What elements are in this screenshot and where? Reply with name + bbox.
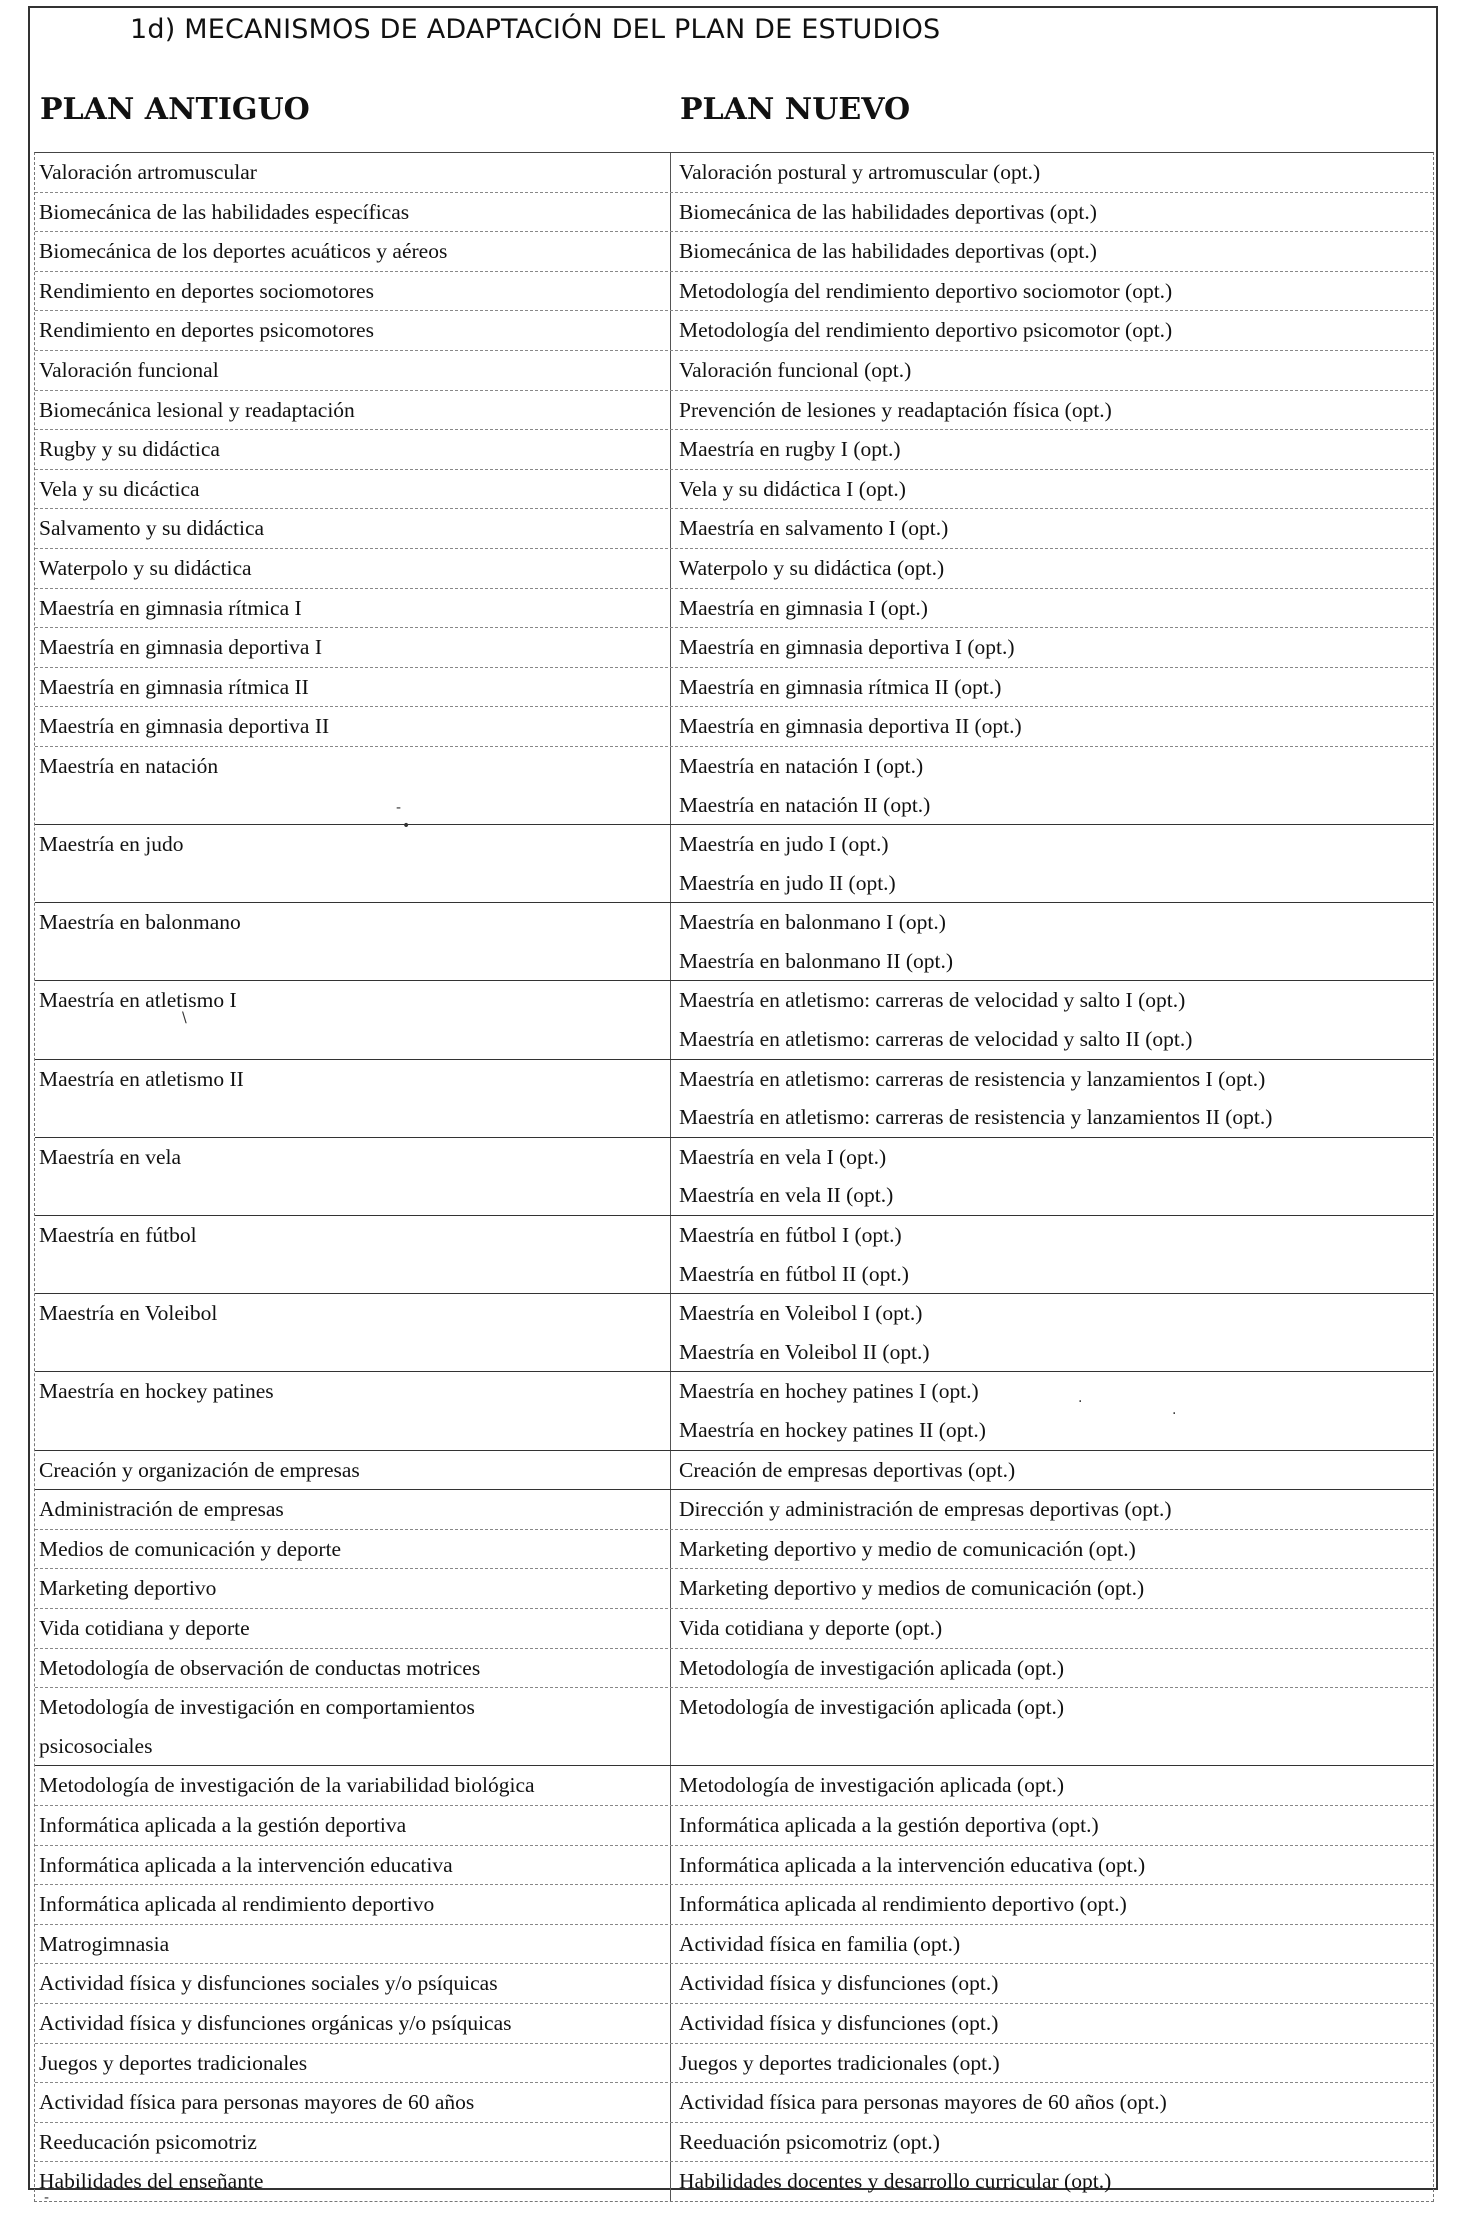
table-row [35,1609,1433,1649]
old-plan-subject: Biomecánica lesional y readaptación [39,397,355,422]
table-row [35,707,1433,747]
new-plan-cell [671,1530,1433,1569]
new-plan-cell [671,2044,1433,2083]
new-plan-subject [679,1727,1433,1766]
new-plan-subject: Metodología del rendimiento deportivo sociomotor (opt.) [679,278,1173,303]
old-plan-subject: Administración de empresas [39,1497,284,1522]
table-row [35,668,1433,708]
new-plan-cell [671,1609,1433,1648]
new-plan-cell [671,1766,1433,1805]
new-plan-cell [671,981,1433,1058]
old-plan-subject: Rendimiento en deportes sociomotores [39,278,374,303]
table-row [35,470,1433,510]
new-plan-subject: Maestría en vela I (opt.) [679,1144,887,1169]
old-plan-subject: Maestría en hockey patines [39,1379,274,1404]
new-plan-subject: Maestría en gimnasia rítmica II (opt.) [679,674,1002,699]
table-row [35,1649,1433,1689]
table-row [35,747,1433,825]
table-row [35,351,1433,391]
table-row [35,1216,1433,1294]
new-plan-subject: Maestría en hochey patines I (opt.) [679,1379,979,1404]
new-plan-cell [671,470,1433,509]
new-plan-cell [671,1649,1433,1688]
old-plan-subject: Metodología de investigación de la variabilidad biológica [39,1773,535,1798]
old-plan-subject: Medios de comunicación y deporte [39,1536,342,1561]
new-plan-subject: Informática aplicada a la gestión deportiva (opt.) [679,1812,1099,1837]
speck-mark: · [1078,1394,1083,1410]
new-plan-subject: Marketing deportivo y medios de comunicación (opt.) [679,1576,1145,1601]
new-plan-cell [671,2123,1433,2162]
column-header-new-plan: PLAN NUEVO [680,92,911,127]
old-plan-subject: Maestría en atletismo I [39,988,237,1013]
new-plan-cell [671,628,1433,667]
old-plan-subject [39,786,670,825]
new-plan-cell [671,825,1433,902]
table-row [35,981,1433,1059]
new-plan-cell [671,1490,1433,1529]
old-plan-subject: psicosociales [39,1733,153,1758]
new-plan-subject: Marketing deportivo y medio de comunicación (opt.) [679,1536,1136,1561]
new-plan-cell [671,232,1433,271]
old-plan-cell [35,509,671,548]
new-plan-subject: Vela y su didáctica I (opt.) [679,476,906,501]
new-plan-cell [671,509,1433,548]
new-plan-subject: Maestría en rugby I (opt.) [679,437,901,462]
old-plan-subject: Metodología de investigación en comportamientos [39,1695,475,1720]
table-row [35,1806,1433,1846]
new-plan-subject: Prevención de lesiones y readaptación física (opt.) [679,397,1112,422]
table-row [35,1925,1433,1965]
new-plan-subject: Habilidades docentes y desarrollo curricular (opt.) [679,2169,1112,2194]
new-plan-subject: Maestría en vela II (opt.) [679,1183,894,1208]
old-plan-subject [39,942,670,981]
old-plan-subject: Maestría en natación [39,753,219,778]
new-plan-subject: Reeduación psicomotriz (opt.) [679,2129,940,2154]
new-plan-subject: Dirección y administración de empresas deportivas (opt.) [679,1497,1172,1522]
new-plan-cell [671,2004,1433,2043]
table-row [35,2083,1433,2123]
old-plan-cell [35,1806,671,1845]
table-row [35,628,1433,668]
new-plan-cell [671,1925,1433,1964]
new-plan-subject: Maestría en balonmano I (opt.) [679,910,946,935]
table-row [35,549,1433,589]
old-plan-cell [35,1530,671,1569]
old-plan-subject: Maestría en Voleibol [39,1301,218,1326]
new-plan-subject: Maestría en fútbol I (opt.) [679,1223,902,1248]
old-plan-subject: Maestría en judo [39,832,184,857]
table-row [35,2004,1433,2044]
old-plan-cell [35,1060,671,1137]
new-plan-subject: Maestría en natación I (opt.) [679,753,924,778]
old-plan-cell [35,153,671,192]
old-plan-subject: Maestría en atletismo II [39,1066,244,1091]
old-plan-cell [35,351,671,390]
speck-mark: \ [182,1010,187,1026]
old-plan-subject: Salvamento y su didáctica [39,516,265,541]
new-plan-subject: Actividad física y disfunciones (opt.) [679,2010,999,2035]
new-plan-cell [671,1372,1433,1449]
old-plan-subject: Juegos y deportes tradicionales [39,2050,308,2075]
new-plan-subject: Creación de empresas deportivas (opt.) [679,1457,1016,1482]
old-plan-subject: Biomecánica de las habilidades específicas [39,199,410,224]
new-plan-cell [671,707,1433,746]
new-plan-subject: Actividad física y disfunciones (opt.) [679,1971,999,1996]
speck-mark: . [1172,1402,1177,1418]
old-plan-cell [35,825,671,902]
table-row [35,1885,1433,1925]
new-plan-subject: Metodología de investigación aplicada (opt.) [679,1773,1065,1798]
new-plan-cell [671,1294,1433,1371]
new-plan-subject: Informática aplicada a la intervención educativa (opt.) [679,1852,1146,1877]
table-row [35,193,1433,233]
new-plan-cell [671,2083,1433,2122]
new-plan-cell [671,1216,1433,1293]
new-plan-subject: Metodología de investigación aplicada (opt.) [679,1695,1065,1720]
new-plan-cell [671,1138,1433,1215]
new-plan-cell [671,1885,1433,1924]
old-plan-subject [39,864,670,903]
old-plan-subject: Maestría en fútbol [39,1223,197,1248]
old-plan-subject [39,1098,670,1137]
old-plan-subject: Maestría en gimnasia deportiva I [39,635,322,660]
old-plan-cell [35,1294,671,1371]
column-header-old-plan: PLAN ANTIGUO [40,92,310,127]
table-row [35,1490,1433,1530]
new-plan-subject: Maestría en salvamento I (opt.) [679,516,949,541]
table-row [35,1060,1433,1138]
old-plan-cell [35,2044,671,2083]
table-row [35,1451,1433,1491]
new-plan-subject: Maestría en judo II (opt.) [679,870,896,895]
old-plan-cell [35,470,671,509]
old-plan-cell [35,193,671,232]
old-plan-cell [35,1885,671,1924]
old-plan-cell [35,1216,671,1293]
new-plan-subject: Maestría en judo I (opt.) [679,832,889,857]
old-plan-cell [35,1372,671,1449]
old-plan-cell [35,628,671,667]
old-plan-subject: Maestría en gimnasia deportiva II [39,714,330,739]
table-row [35,2162,1433,2201]
old-plan-cell [35,1490,671,1529]
old-plan-cell [35,668,671,707]
old-plan-cell [35,2004,671,2043]
old-plan-subject: Metodología de observación de conductas motrices [39,1655,481,1680]
table-row [35,825,1433,903]
table-row [35,391,1433,431]
old-plan-cell [35,1766,671,1805]
table-row [35,1846,1433,1886]
old-plan-subject: Biomecánica de los deportes acuáticos y aéreos [39,239,448,264]
old-plan-cell [35,272,671,311]
old-plan-cell [35,1964,671,2003]
new-plan-subject: Maestría en atletismo: carreras de resistencia y lanzamientos I (opt.) [679,1066,1266,1091]
speck-mark: • [402,818,411,834]
table-row [35,311,1433,351]
new-plan-subject: Maestría en gimnasia I (opt.) [679,595,928,620]
new-plan-subject: Informática aplicada al rendimiento deportivo (opt.) [679,1892,1127,1917]
new-plan-cell [671,1964,1433,2003]
table-row [35,903,1433,981]
old-plan-cell [35,1609,671,1648]
old-plan-cell [35,903,671,980]
adaptation-table [34,152,1434,2202]
new-plan-subject: Metodología de investigación aplicada (opt.) [679,1655,1065,1680]
old-plan-subject: Maestría en gimnasia rítmica I [39,595,302,620]
new-plan-cell [671,2162,1433,2201]
new-plan-subject: Juegos y deportes tradicionales (opt.) [679,2050,1000,2075]
old-plan-subject: Marketing deportivo [39,1576,217,1601]
new-plan-cell [671,430,1433,469]
old-plan-cell [35,2083,671,2122]
new-plan-subject: Vida cotidiana y deporte (opt.) [679,1615,943,1640]
new-plan-cell [671,1846,1433,1885]
new-plan-cell [671,747,1433,824]
table-row [35,232,1433,272]
old-plan-cell [35,1846,671,1885]
new-plan-cell [671,193,1433,232]
table-row [35,1372,1433,1450]
table-row [35,2123,1433,2163]
new-plan-subject: Maestría en hockey patines II (opt.) [679,1418,986,1442]
new-plan-subject: Maestría en fútbol II (opt.) [679,1261,909,1286]
old-plan-subject: Actividad física y disfunciones orgánicas y/o psíquicas [39,2010,512,2035]
old-plan-cell [35,1138,671,1215]
old-plan-cell [35,2162,671,2201]
old-plan-subject: Maestría en gimnasia rítmica II [39,674,309,699]
old-plan-subject: Actividad física para personas mayores de 60 años [39,2090,475,2115]
old-plan-subject [39,1333,670,1372]
new-plan-subject: Valoración funcional (opt.) [679,357,912,382]
new-plan-subject: Valoración postural y artromuscular (opt.) [679,160,1041,184]
table-row [35,430,1433,470]
new-plan-subject: Actividad física para personas mayores de 60 años (opt.) [679,2090,1167,2115]
new-plan-subject: Maestría en natación II (opt.) [679,792,931,817]
table-row [35,509,1433,549]
old-plan-subject: Informática aplicada a la intervención educativa [39,1852,453,1877]
new-plan-cell [671,391,1433,430]
new-plan-cell [671,903,1433,980]
table-row [35,1964,1433,2004]
old-plan-subject: Maestría en vela [39,1144,182,1169]
old-plan-cell [35,311,671,350]
old-plan-subject: Rugby y su didáctica [39,437,220,462]
old-plan-cell [35,1925,671,1964]
old-plan-subject: Valoración artromuscular [39,160,257,184]
new-plan-subject: Maestría en atletismo: carreras de velocidad y salto I (opt.) [679,988,1186,1013]
old-plan-cell [35,1649,671,1688]
table-row [35,1294,1433,1372]
old-plan-subject: Habilidades del enseñante [39,2169,264,2194]
table-row [35,1569,1433,1609]
old-plan-subject [39,1411,670,1450]
new-plan-subject: Maestría en gimnasia deportiva II (opt.) [679,714,1022,739]
old-plan-cell [35,430,671,469]
new-plan-cell [671,153,1433,192]
new-plan-subject: Actividad física en familia (opt.) [679,1931,961,1956]
new-plan-subject: Maestría en Voleibol II (opt.) [679,1339,930,1364]
old-plan-cell [35,1688,671,1765]
new-plan-subject: Maestría en gimnasia deportiva I (opt.) [679,635,1015,660]
table-row [35,1688,1433,1766]
table-row [35,1766,1433,1806]
old-plan-cell [35,1569,671,1608]
new-plan-cell [671,668,1433,707]
old-plan-subject [39,1255,670,1294]
old-plan-cell [35,707,671,746]
table-row [35,1530,1433,1570]
old-plan-subject: Valoración funcional [39,357,219,382]
new-plan-cell [671,311,1433,350]
old-plan-cell [35,747,671,824]
old-plan-subject: Vela y su dicáctica [39,476,200,501]
new-plan-cell [671,1688,1433,1765]
new-plan-cell [671,1806,1433,1845]
new-plan-subject: Maestría en Voleibol I (opt.) [679,1301,923,1326]
new-plan-cell [671,351,1433,390]
new-plan-subject: Biomecánica de las habilidades deportivas (opt.) [679,199,1097,224]
new-plan-cell [671,1060,1433,1137]
table-row [35,272,1433,312]
old-plan-subject: Creación y organización de empresas [39,1457,360,1482]
new-plan-cell [671,589,1433,628]
old-plan-subject: Maestría en balonmano [39,910,241,935]
old-plan-cell [35,549,671,588]
speck-mark: - [44,2190,50,2206]
new-plan-subject: Maestría en balonmano II (opt.) [679,948,954,973]
new-plan-subject: Waterpolo y su didáctica (opt.) [679,555,945,580]
new-plan-subject: Metodología del rendimiento deportivo psicomotor (opt.) [679,318,1173,343]
old-plan-cell [35,232,671,271]
old-plan-cell [35,589,671,628]
old-plan-cell [35,1451,671,1490]
old-plan-subject: Vida cotidiana y deporte [39,1615,250,1640]
old-plan-subject [39,1020,670,1059]
new-plan-cell [671,1569,1433,1608]
table-row [35,1138,1433,1216]
old-plan-subject: Rendimiento en deportes psicomotores [39,318,374,343]
new-plan-cell [671,1451,1433,1490]
old-plan-subject: Matrogimnasia [39,1931,170,1956]
new-plan-subject: Maestría en atletismo: carreras de velocidad y salto II (opt.) [679,1027,1193,1052]
table-row [35,589,1433,629]
table-row [35,2044,1433,2084]
speck-mark: - [396,800,402,816]
new-plan-subject: Biomecánica de las habilidades deportivas (opt.) [679,239,1097,264]
old-plan-cell [35,2123,671,2162]
old-plan-subject: Waterpolo y su didáctica [39,555,252,580]
table-row [35,153,1433,193]
old-plan-cell [35,981,671,1058]
old-plan-subject [39,1176,670,1215]
old-plan-subject: Informática aplicada al rendimiento deportivo [39,1892,435,1917]
old-plan-subject: Actividad física y disfunciones sociales y/o psíquicas [39,1971,498,1996]
new-plan-cell [671,272,1433,311]
old-plan-subject: Reeducación psicomotriz [39,2129,257,2154]
old-plan-cell [35,391,671,430]
new-plan-subject: Maestría en atletismo: carreras de resistencia y lanzamientos II (opt.) [679,1105,1273,1130]
old-plan-subject: Informática aplicada a la gestión deportiva [39,1812,407,1837]
section-heading: 1d) MECANISMOS DE ADAPTACIÓN DEL PLAN DE ESTUDIOS [130,14,941,45]
new-plan-cell [671,549,1433,588]
